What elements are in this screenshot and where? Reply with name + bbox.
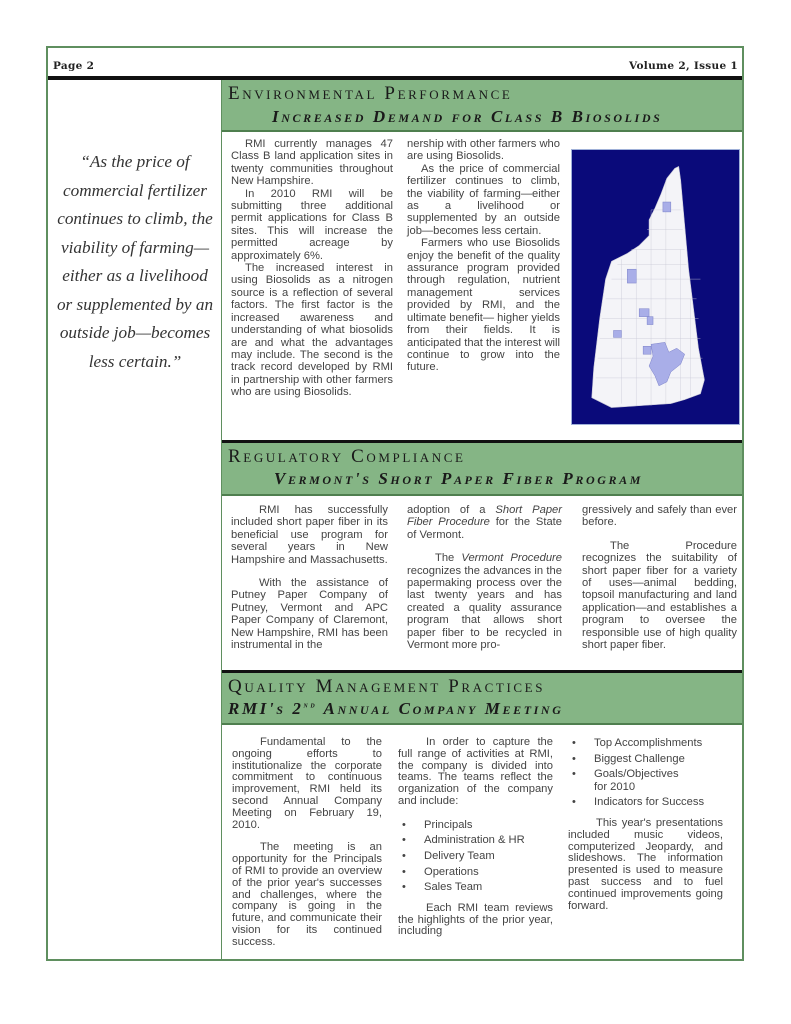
list-item: [398, 881, 553, 894]
team-name: Principals: [424, 818, 473, 831]
paragraph: The Procedure recognizes the suitability of short paper fiber for a variety of uses—animal bedding, topsoil manufacturing and land application—and establishes a program to oversee the responsible use of high quality short paper fiber.: [582, 539, 737, 652]
section-title: Regulatory Compliance: [228, 446, 466, 467]
list-item: [398, 850, 553, 863]
highlight-name: Top Accomplishments: [594, 737, 703, 749]
bullet-icon: •: [402, 865, 406, 878]
paragraph: The meeting is an opportunity for the Principals of RMI to provide an overview of the prior year's successes and challenges, where the company is going in the future, and communicate their vision for its continued success.: [232, 841, 382, 948]
team-name: Administration & HR: [424, 834, 525, 847]
article-column-2: [407, 138, 560, 374]
paragraph: Farmers who use Biosolids enjoy the benefit of the quality assurance program provided through regulation, nutrient management services provided by RMI, and the ultimate benefit— higher yields from their fields. It is anticipated that the interest will continue to grow into the future.: [407, 237, 560, 374]
paragraph: As the price of commercial fertilizer continues to climb, the viability of farming—either as a livelihood or supplemented by an outside job—becomes less certain.: [407, 162, 560, 237]
text: Annual Company Meeting: [317, 699, 564, 718]
list-item: [568, 796, 723, 809]
section-subtitle: Increased Demand for Class B Biosolids: [272, 107, 663, 126]
list-item: [568, 753, 723, 766]
list-item: [398, 834, 553, 847]
bullet-icon: •: [402, 818, 406, 831]
paragraph: RMI has successfully included short paper fiber in its beneficial use program for several years in New Hampshire and Massachusetts.: [231, 504, 388, 566]
paragraph-continued: [407, 504, 562, 541]
text: RMI's 2: [228, 699, 304, 718]
paragraph: With the assistance of Putney Paper Company of Putney, Vermont and APC Paper Company of Claremont, New Hampshire, RMI has been instrumental in the: [231, 577, 388, 652]
bullet-icon: •: [572, 768, 576, 781]
paragraph-continued: nership with other farmers who are using Biosolids.: [407, 138, 560, 163]
team-name: Operations: [424, 865, 479, 878]
team-name: Delivery Team: [424, 849, 495, 862]
text: for the State of Vermont.: [407, 516, 563, 541]
text: The: [435, 552, 462, 565]
page-number: Page 2: [53, 60, 95, 72]
bullet-icon: •: [572, 752, 576, 765]
article-column-1: [231, 138, 393, 399]
section-subtitle: [228, 699, 563, 719]
paragraph-continued: gressively and safely than ever before.: [582, 504, 737, 529]
section-title: Environmental Performance: [228, 83, 513, 104]
bullet-icon: •: [402, 881, 406, 894]
paragraph: RMI currently manages 47 Class B land application sites in twenty communities throughout New Hampshire.: [231, 138, 393, 188]
state-outline: [592, 166, 705, 407]
highlight-name: Biggest Challenge: [594, 752, 685, 765]
map-graphic: [572, 150, 739, 424]
section-title: Quality Management Practices: [228, 676, 546, 697]
list-item: [398, 819, 553, 832]
bullet-icon: •: [402, 834, 406, 847]
paragraph: Each RMI team reviews the highlights of the prior year, including: [398, 901, 553, 938]
section-header-environmental: [222, 80, 742, 132]
highlights-list: [568, 737, 723, 809]
pull-quote: “As the price of commercial fertilizer continues to climb, the viability of farming—either as a livelihood or supplemented by an outside job—becomes less certain.”: [56, 152, 214, 371]
text: recognizes the advances in the papermaking process over the last twenty years and has created a quality assurance program that allows short paper fiber to be recycled in Vermont more pro-: [407, 564, 562, 652]
article-column-1: [232, 737, 382, 949]
running-header: [48, 48, 742, 75]
list-item: [398, 866, 553, 879]
procedure-name: Vermont Procedure: [461, 552, 563, 565]
bullet-icon: •: [402, 849, 406, 862]
bullet-icon: •: [572, 796, 576, 809]
article-column-3: [568, 737, 723, 912]
section-header-quality: [222, 673, 742, 725]
team-name: Sales Team: [424, 881, 483, 894]
list-item: [568, 768, 723, 793]
paragraph: This year's presentations included music videos, computerized Jeopardy, and slideshows. The information presented is used to measure past success and to fuel continued improvements going forward.: [568, 816, 723, 912]
text: adoption of a: [407, 504, 496, 516]
sidebar-divider: [221, 80, 222, 960]
procedure-name: Short Paper Fiber Procedure: [407, 504, 562, 529]
section-subtitle: Vermont's Short Paper Fiber Program: [274, 469, 644, 488]
paragraph: The increased interest in using Biosolids as a nitrogen source is a reflection of several factors. The first factor is the increased awareness and understanding of what biosolids are and what the advantages may include. The second is the track record developed by RMI in partnership with other farmers who are using Biosolids.: [231, 262, 393, 399]
list-item: [568, 737, 723, 750]
new-hampshire-map: [571, 149, 740, 425]
ordinal-suffix: nd: [303, 699, 318, 710]
paragraph: Fundamental to the ongoing efforts to institutionalize the corporate commitment to continuous improvement, RMI held its second Annual Company Meeting on February 19, 2010.: [232, 736, 382, 831]
article-column-2: [398, 737, 553, 938]
teams-list: [398, 819, 553, 894]
paragraph: [407, 552, 562, 651]
article-column-3: [582, 504, 737, 651]
volume-issue: Volume 2, Issue 1: [629, 60, 738, 72]
paragraph: In order to capture the full range of activities at RMI, the company is divided into teams. The teams reflect the organization of the company and include:: [398, 736, 553, 807]
section-header-regulatory: [222, 443, 742, 496]
article-column-1: [231, 504, 388, 651]
paragraph: In 2010 RMI will be submitting three additional permit applications for Class B sites. This will increase the permitted acreage by approximately 6%.: [231, 187, 393, 262]
article-column-2: [407, 504, 562, 651]
highlight-name: Indicators for Success: [594, 796, 705, 809]
highlight-name: Goals/Objectives for 2010: [594, 768, 679, 793]
bullet-icon: •: [572, 737, 576, 749]
